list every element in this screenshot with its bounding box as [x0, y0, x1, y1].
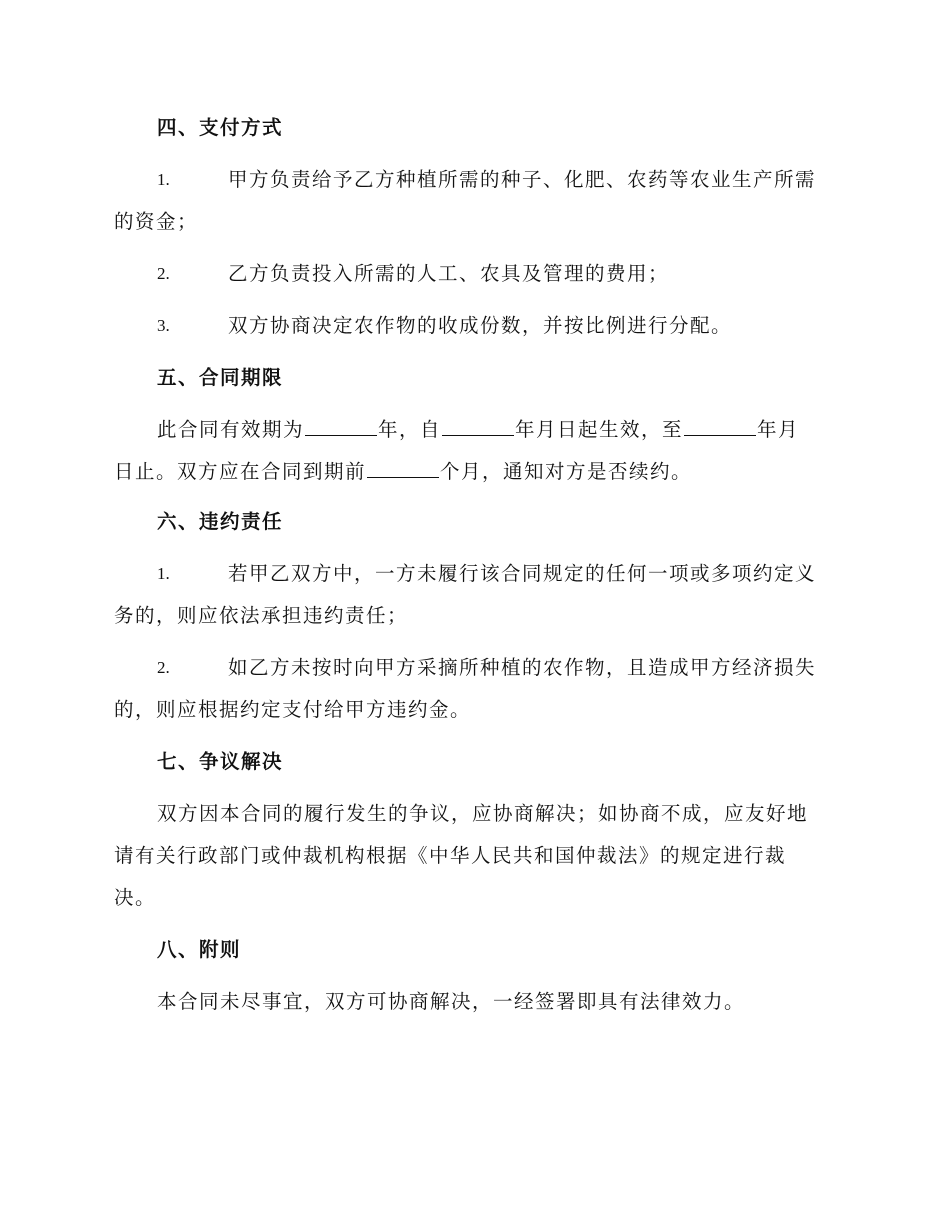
- fill-in-blank: [684, 415, 756, 436]
- paragraph-line: 乙方负责投入所需的人工、农具及管理的费用；: [228, 262, 670, 285]
- paragraph-line: [114, 457, 692, 486]
- list-number: 2.: [157, 264, 170, 283]
- text-fragment: 个月，通知对方是否续约。: [440, 460, 693, 483]
- paragraph-line: 的资金；: [114, 210, 199, 233]
- paragraph-line: 决。: [114, 886, 157, 909]
- section-heading-supplementary: 八、附则: [157, 938, 242, 961]
- paragraph-line: 本合同未尽事宜，双方可协商解决，一经签署即具有法律效力。: [157, 990, 746, 1013]
- section-heading-breach: 六、违约责任: [157, 510, 284, 533]
- list-number: 1.: [157, 170, 170, 189]
- section-heading-payment: 四、支付方式: [157, 116, 284, 139]
- paragraph-line: 如乙方未按时向甲方采摘所种植的农作物，且造成甲方经济损失: [228, 656, 817, 679]
- list-number: 2.: [157, 658, 170, 677]
- paragraph-line: 双方协商决定农作物的收成份数，并按比例进行分配。: [228, 314, 733, 337]
- text-fragment: 年月: [757, 418, 800, 441]
- list-number: 3.: [157, 316, 170, 335]
- text-fragment: 年，自: [378, 418, 442, 441]
- text-fragment: 日止。双方应在合同到期前: [114, 460, 367, 483]
- text-fragment: 年月日起生效，至: [515, 418, 684, 441]
- fill-in-blank: [367, 457, 439, 478]
- paragraph-line: 请有关行政部门或仲裁机构根据《中华人民共和国仲裁法》的规定进行裁: [114, 844, 787, 867]
- paragraph-line: 甲方负责给予乙方种植所需的种子、化肥、农药等农业生产所需: [228, 168, 817, 191]
- fill-in-blank: [442, 415, 514, 436]
- section-heading-dispute: 七、争议解决: [157, 750, 284, 773]
- paragraph-line: [157, 415, 799, 444]
- paragraph-line: 双方因本合同的履行发生的争议，应协商解决；如协商不成，应友好地: [157, 802, 809, 825]
- section-heading-term: 五、合同期限: [157, 366, 284, 389]
- paragraph-line: 若甲乙双方中，一方未履行该合同规定的任何一项或多项约定义: [228, 562, 817, 585]
- paragraph-line: 的，则应根据约定支付给甲方违约金。: [114, 698, 472, 721]
- text-fragment: 此合同有效期为: [157, 418, 305, 441]
- list-number: 1.: [157, 564, 170, 583]
- fill-in-blank: [305, 415, 377, 436]
- paragraph-line: 务的，则应依法承担违约责任；: [114, 604, 409, 627]
